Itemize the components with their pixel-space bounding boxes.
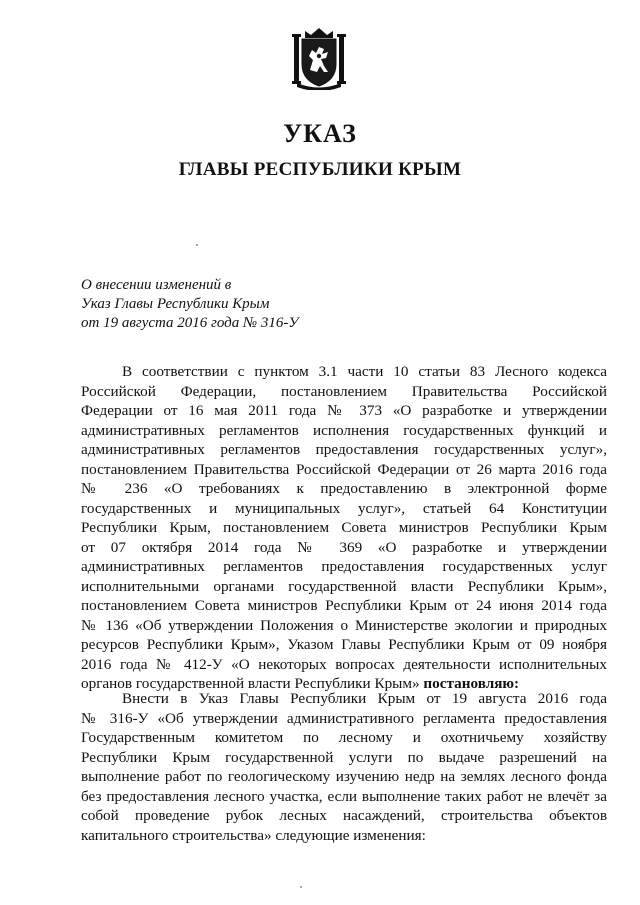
preamble-paragraph <box>81 362 607 694</box>
scan-speck <box>196 244 198 246</box>
paragraph-line: постановлением Совета министров Республики Крым от 24 июня 2014 года <box>81 597 607 614</box>
paragraph-line: административных регламентов исполнения государственных функций и <box>81 421 607 439</box>
paragraph-line: постановлением Правительства Российской Федерации от 26 марта 2016 года <box>81 460 607 478</box>
paragraph-line: № 316-У «Об утверждении административного регламента предоставления <box>81 709 607 727</box>
paragraph-line: капитального строительства» следующие изменения: <box>81 826 426 844</box>
paragraph-line: Республики Крым, постановлением Совета министров Республики Крым <box>81 519 607 536</box>
decree-word: постановляю: <box>423 675 520 692</box>
paragraph-line: административных регламентов предоставления государственных услуг <box>81 558 607 575</box>
document-subject <box>81 276 299 333</box>
paragraph-line: В соответствии с пунктом 3.1 части 10 статьи 83 Лесного кодекса <box>122 363 607 380</box>
body-paragraph <box>81 689 607 845</box>
paragraph-line: Республики Крым государственной услуги по выдаче разрешений на <box>81 748 607 766</box>
paragraph-line: без предоставления лесного участка, если выполнение таких работ не влечёт за <box>81 787 607 805</box>
subject-line: Указ Главы Республики Крым <box>81 296 270 312</box>
document-title: УКАЗ <box>283 119 357 148</box>
paragraph-line: Внести в Указ Главы Республики Крым от 19 августа 2016 года <box>122 690 607 707</box>
paragraph-line: собой проведение рубок лесных насаждений, строительства объектов <box>81 807 607 824</box>
paragraph-line: административных регламентов предоставления государственных услуг», <box>81 441 607 458</box>
subject-line: О внесении изменений в <box>81 277 232 293</box>
scan-speck <box>300 886 302 888</box>
subject-line: от 19 августа 2016 года № 316-У <box>81 315 299 331</box>
crimea-coat-of-arms-icon <box>291 26 347 90</box>
paragraph-line: 2016 года № 412-У «О некоторых вопросах деятельности исполнительных <box>81 655 607 673</box>
document-subtitle: ГЛАВЫ РЕСПУБЛИКИ КРЫМ <box>178 159 462 180</box>
paragraph-line: выполнение работ по геологическому изучению недр на землях лесного фонда <box>81 768 607 785</box>
paragraph-line: ресурсов Республики Крым», Указом Главы Республики Крым от 09 ноября <box>81 636 607 653</box>
paragraph-line: от 07 октября 2014 года № 369 «О разработке и утверждении <box>81 538 607 556</box>
paragraph-line: исполнительными органами государственной власти Республики Крым», <box>81 577 607 595</box>
paragraph-line: государственных и муниципальных услуг», статьей 64 Конституции <box>81 499 607 517</box>
paragraph-line: Российской Федерации, постановлением Правительства Российской <box>81 382 607 400</box>
preamble-last-line-text: органов государственной власти Республики Крым» <box>81 675 420 692</box>
paragraph-line: № 136 «Об утверждении Положения о Министерстве экологии и природных <box>81 616 607 634</box>
paragraph-line: № 236 «О требованиях к предоставлению в электронной форме <box>81 480 607 497</box>
paragraph-line: Государственным комитетом по лесному и охотничьему хозяйству <box>81 729 607 746</box>
paragraph-line: Федерации от 16 мая 2011 года № 373 «О разработке и утверждении <box>81 402 607 419</box>
